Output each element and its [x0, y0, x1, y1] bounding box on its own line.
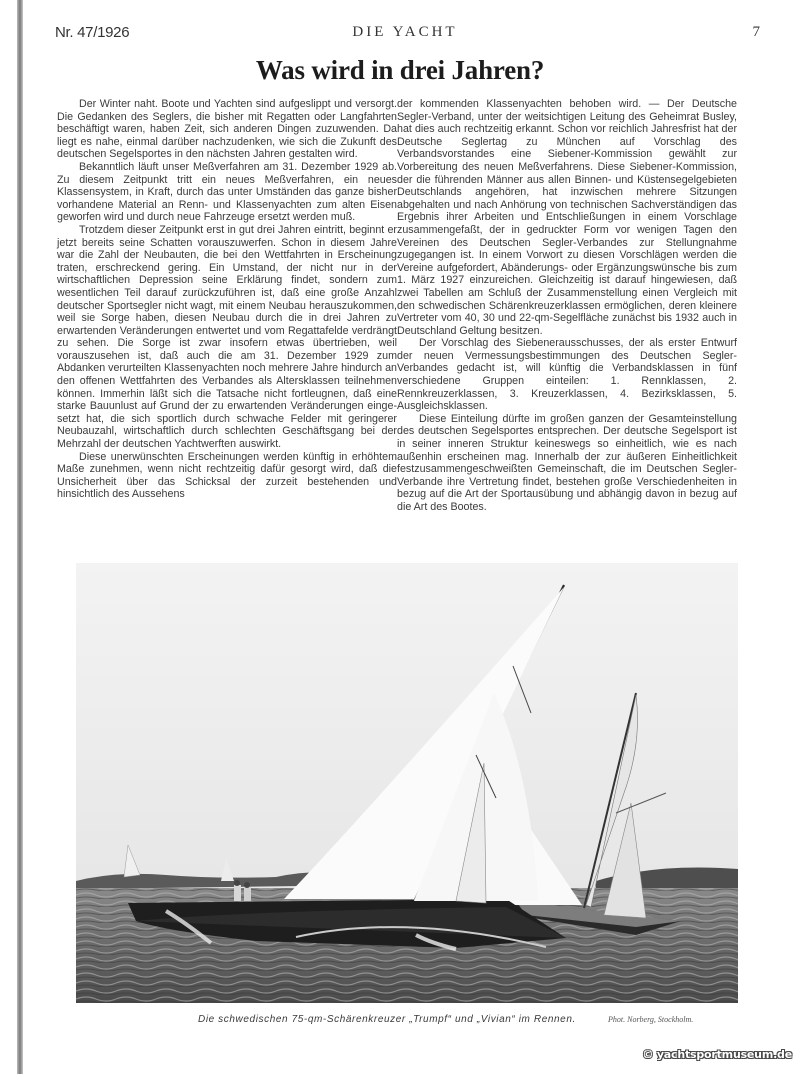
paragraph: Der Vorschlag des Siebenerausschusses, der als erster Entwurf der neuen Vermessungsbestimmungen des Deutschen Segler-Verbandes gedacht ist, will künftig die Verbandsklassen in fünf verschiedene Gruppen einteilen: 1. Rennklassen, 2. Rennkreuzerklassen, 3. Kreuzerklassen, 4. Bezirksklassen, 5. Ausgleichsklassen. — [397, 337, 737, 413]
paragraph: Bekanntlich läuft unser Meßverfahren am 31. Dezember 1929 ab. Zu diesem Zeitpunkt tritt ein neues Meßverfahren, ein neues Klassensystem, in Kraft, durch das unter Umständen das ganze bisher vorhandene Material an Renn- und Klassenyachten zum alten Eisen geworfen wird und durch neue Fahrzeuge ersetzt werden muß. — [57, 160, 397, 224]
copyright-watermark: © yachtsportmuseum.de — [642, 1048, 792, 1061]
article-title: Was wird in drei Jahren? — [255, 55, 545, 85]
figure-caption — [198, 1014, 758, 1025]
issue-number: Nr. 47/1926 — [55, 24, 130, 41]
right-column — [397, 98, 737, 514]
paragraph: der kommenden Klassenyachten behoben wird. — Der Deutsche Segler-Verband, unter der weitsichtigen Leitung des Geheimrat Busley, hat dies auch rechtzeitig erkannt. Schon vor reichlich Jahresfrist hat der Deutsche Seglertag zu München auf Vorschlag des Verbandsvorstandes eine Siebener-Kommission gewählt zur Vorbereitung des neuen Meßverfahrens. Diese Siebener-Kommission, der die führenden Männer aus allen Binnen- und Küstensegelgebieten Deutschlands angehören, hat inzwischen mehrere Sitzungen abgehalten und nach Anhörung von technischen Sachverständigen das Ergebnis ihrer Arbeiten und Entschließungen in einem Vorschlage zusammengefaßt, der in gedruckter Form vor wenigen Tagen den Vereinen des Deutschen Segler-Verbandes zur Stellungnahme zugegangen ist. In einem Vorwort zu diesen Vorschlägen werden die Vereine aufgefordert, Abänderungs- oder Ergänzungswünsche bis zum 1. März 1927 einzureichen. Gleichzeitig ist darauf hingewiesen, daß zwei Tabellen am Schluß der Zusammenstellung einen Vergleich mit den schwedischen Schärenkreuzerklassen ermöglichen, deren kleinere Vertreter vom 40, 30 und 22-qm-Segelfläche zunächst bis 1932 auch in Deutschland Geltung besitzen. — [397, 98, 737, 337]
article-body — [57, 98, 737, 514]
photo-credit: Phot. Norberg, Stockholm. — [608, 1015, 694, 1024]
page-edge-rule — [17, 0, 23, 1074]
magazine-title: DIE YACHT — [352, 24, 458, 40]
left-column — [57, 98, 397, 514]
paragraph: Trotzdem dieser Zeitpunkt erst in gut drei Jahren eintritt, beginnt er jetzt bereits seine Schatten vorauszuwerfen. Schon in diesem Jahre war die Zahl der Neubauten, die bei den Wettfahrten in Erscheinung traten, erschreckend gering. Ein Umstand, der nicht nur in der wirtschaftlichen Depression seine Erklärung findet, sondern zum wesentlichen Teil darauf zurückzuführen ist, daß eine große Anzahl deutscher Sportsegler nicht wagt, mit einem Neubau herauszukommen, weil sie Sorge haben, diesen Neubau durch die in drei Jahren zu erwartenden Veränderungen entwertet und vom Regattafelde verdrängt zu sehen. Die Sorge ist zwar insofern etwas übertrieben, weil vorauszusehen ist, daß auch die am 31. Dezember 1929 zum Abdanken verurteilten Klassenyachten noch mehrere Jahre hindurch an den offenen Wettfahrten des Verbandes als Altersklassen teilnehmen können. Immerhin läßt sich die Tatsache nicht fortleugnen, daß eine starke Bauunlust auf Grund der zu erwartenden Veränderungen eingesetzt hat, die sich sportlich durch schwache Felder mit geringerer Neubauzahl, wirtschaftlich durch schlechten Geschäftsgang bei der Mehrzahl der deutschen Yachtwerften auswirkt. — [57, 223, 397, 451]
paragraph: Diese Einteilung dürfte im großen ganzen der Gesamteinstellung des deutschen Segelsportes entsprechen. Der deutsche Segelsport ist in seiner inneren Struktur keineswegs so einheitlich, wie es nach außenhin erscheinen mag. Innerhalb der zur äußeren Einheitlichkeit festzusammengeschweißten Gemeinschaft, die im Deutschen Segler-Verbande ihre Vertretung findet, bestehen große Verschiedenheiten in bezug auf die Art der Sportausübung und abhängig davon in bezug auf die Art des Bootes. — [397, 412, 737, 513]
paragraph: Der Winter naht. Boote und Yachten sind aufgeslippt und versorgt. Die Gedanken des Seglers, die bisher mit Regatten oder Langfahrten beschäftigt waren, haben Zeit, sich anderen Dingen zuzuwenden. Da liegt es nahe, einmal darüber nachzudenken, wie sich die Zukunft des deutschen Segelsportes in den nächsten Jahren gestalten wird. — [57, 98, 397, 161]
sailing-yachts-photo — [76, 563, 738, 1003]
caption-text: Die schwedischen 75-qm-Schärenkreuzer „Trumpf“ und „Vivian“ im Rennen. — [198, 1014, 576, 1025]
page-number: 7 — [752, 24, 760, 40]
running-head — [50, 24, 760, 46]
paragraph: Diese unerwünschten Erscheinungen werden künftig in erhöhtem Maße zunehmen, wenn nicht rechtzeitig dafür gesorgt wird, daß die Unsicherheit über das Schicksal der zurzeit bestehenden und hinsichtlich des Aussehens — [57, 450, 397, 501]
